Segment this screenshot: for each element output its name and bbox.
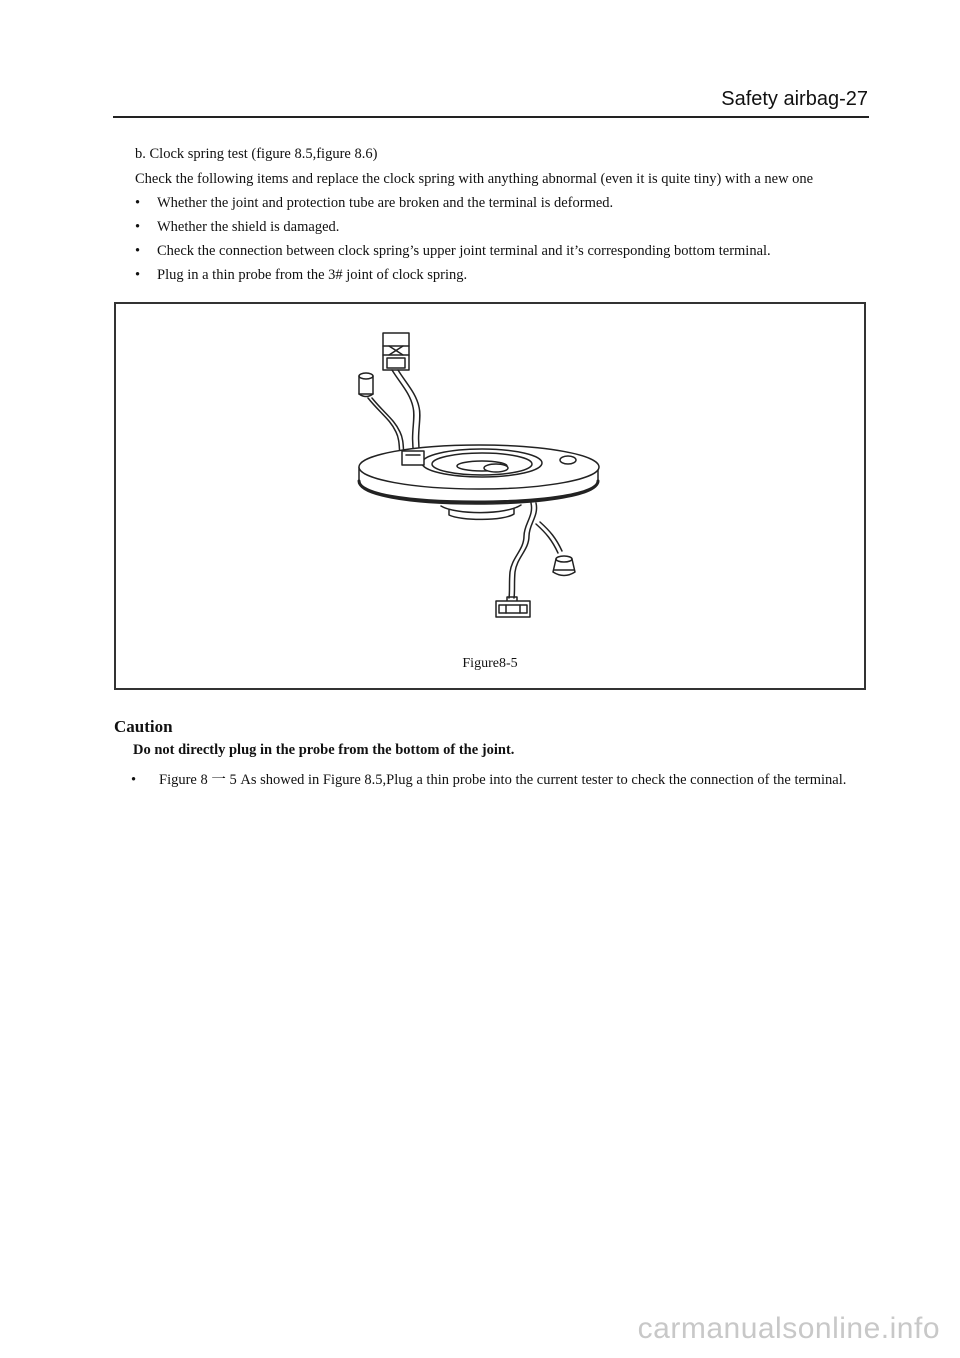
bullet-item [135,195,613,212]
caution-title: Caution [114,717,173,736]
footer-watermark: carmanualsonline.info [637,1312,940,1345]
intro-text: Check the following items and replace the clock spring with anything abnormal (even it is quite tiny) with a new one [135,171,814,187]
side-cap-connector [359,373,373,397]
bullet-text: Check the connection between clock spring’s upper joint terminal and it’s corresponding bottom terminal. [157,243,771,259]
figure-frame [114,302,866,690]
caution-note: Do not directly plug in the probe from the bottom of the joint. [133,742,515,758]
bullet-symbol: • [135,219,141,235]
figure-caption: Figure8-5 [462,656,518,671]
bullet-text: Whether the joint and protection tube are broken and the terminal is deformed. [157,195,614,211]
bullet-text: Figure 8 一 5 As showed in Figure 8.5,Plug a thin probe into the current tester to check the connection of the terminal. [159,772,847,788]
bullet-item [135,219,339,236]
bullet-symbol: • [135,243,141,259]
bullet-item [135,243,771,260]
bottom-cap-connector [553,556,575,576]
bullet-text: Plug in a thin probe from the 3# joint of clock spring. [157,267,468,283]
header-rule [113,116,869,118]
bullet-symbol: • [135,267,141,283]
bullet-symbol: • [135,195,141,211]
bullet-symbol: • [131,772,137,788]
section-heading: b. Clock spring test (figure 8.5,figure 8.6) [135,146,378,162]
bullet-item [135,267,467,284]
page-header-title: Safety airbag-27 [721,88,868,110]
bullet-text: Whether the shield is damaged. [157,219,340,235]
top-connector [383,333,409,370]
clock-spring-drawing [346,319,646,619]
bottom-connector [496,597,530,617]
clock-spring-body [359,445,599,519]
caution-bullet-item [131,768,846,789]
